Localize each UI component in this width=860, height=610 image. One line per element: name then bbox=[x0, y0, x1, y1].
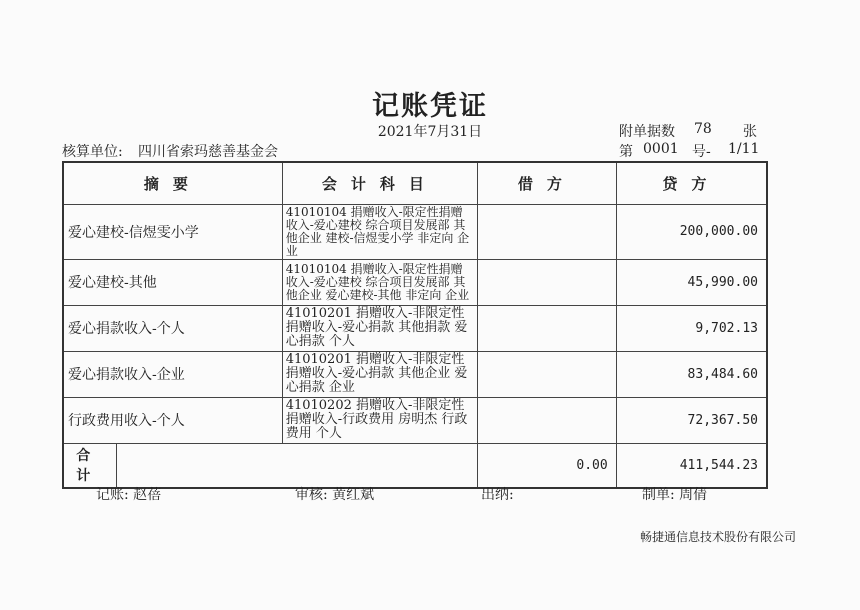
table-row bbox=[63, 259, 767, 305]
reviewer: 审核: 黄红斌 bbox=[295, 487, 375, 503]
row-credit: 45,990.00 bbox=[616, 259, 767, 305]
row-account: 41010104 捐赠收入-限定性捐赠收入-爱心建校 综合项目发展部 其他企业 建校-信煜雯小学 非定向 企业 bbox=[282, 204, 477, 259]
number-suffix: 号- bbox=[692, 144, 711, 160]
table-row bbox=[63, 397, 767, 443]
row-debit bbox=[478, 259, 617, 305]
total-row bbox=[63, 443, 767, 488]
row-summary: 爱心捐款收入-个人 bbox=[63, 305, 282, 351]
row-summary: 行政费用收入-个人 bbox=[63, 397, 282, 443]
row-account: 41010201 捐赠收入-非限定性捐赠收入-爱心捐款 其他捐款 爱心捐款 个人 bbox=[282, 305, 477, 351]
voucher-number: 0001 bbox=[643, 141, 679, 157]
unit-value: 四川省索玛慈善基金会 bbox=[138, 144, 278, 160]
unit-label: 核算单位: bbox=[62, 144, 123, 160]
header-credit: 贷方 bbox=[616, 162, 767, 204]
row-account: 41010104 捐赠收入-限定性捐赠收入-爱心建校 综合项目发展部 其他企业 爱心建校-其他 非定向 企业 bbox=[282, 259, 477, 305]
attachments-label: 附单据数 bbox=[619, 124, 675, 140]
table-row bbox=[63, 204, 767, 259]
header-debit: 借方 bbox=[478, 162, 617, 204]
attachments-unit: 张 bbox=[743, 124, 757, 140]
row-debit bbox=[478, 204, 617, 259]
row-account: 41010201 捐赠收入-非限定性捐赠收入-爱心捐款 其他企业 爱心捐款 企业 bbox=[282, 351, 477, 397]
row-summary: 爱心建校-信煜雯小学 bbox=[63, 204, 282, 259]
row-credit: 9,702.13 bbox=[616, 305, 767, 351]
voucher-table bbox=[62, 161, 768, 489]
header-summary: 摘要 bbox=[63, 162, 282, 204]
voucher-date: 2021年7月31日 bbox=[377, 124, 483, 140]
row-credit: 200,000.00 bbox=[616, 204, 767, 259]
row-summary: 爱心捐款收入-企业 bbox=[63, 351, 282, 397]
total-debit: 0.00 bbox=[478, 443, 617, 488]
total-credit: 411,544.23 bbox=[616, 443, 767, 488]
header-account: 会计科目 bbox=[282, 162, 477, 204]
row-credit: 83,484.60 bbox=[616, 351, 767, 397]
number-prefix: 第 bbox=[619, 144, 633, 160]
voucher-title: 记账凭证 bbox=[372, 91, 488, 122]
bookkeeper: 记账: 赵蓓 bbox=[96, 487, 162, 503]
table-row bbox=[63, 305, 767, 351]
row-debit bbox=[478, 397, 617, 443]
row-summary: 爱心建校-其他 bbox=[63, 259, 282, 305]
table-row bbox=[63, 351, 767, 397]
row-debit bbox=[478, 351, 617, 397]
header-row bbox=[63, 162, 767, 204]
row-account: 41010202 捐赠收入-非限定性捐赠收入-行政费用 房明杰 行政费用 个人 bbox=[282, 397, 477, 443]
software-company: 畅捷通信息技术股份有限公司 bbox=[640, 530, 797, 544]
total-label: 合计 bbox=[63, 443, 117, 488]
cashier: 出纳: bbox=[481, 487, 514, 503]
page-indicator: 1/11 bbox=[728, 141, 760, 157]
total-blank bbox=[117, 443, 478, 488]
preparer: 制单: 周倩 bbox=[642, 487, 708, 503]
attachments-count: 78 bbox=[694, 121, 712, 137]
row-debit bbox=[478, 305, 617, 351]
row-credit: 72,367.50 bbox=[616, 397, 767, 443]
